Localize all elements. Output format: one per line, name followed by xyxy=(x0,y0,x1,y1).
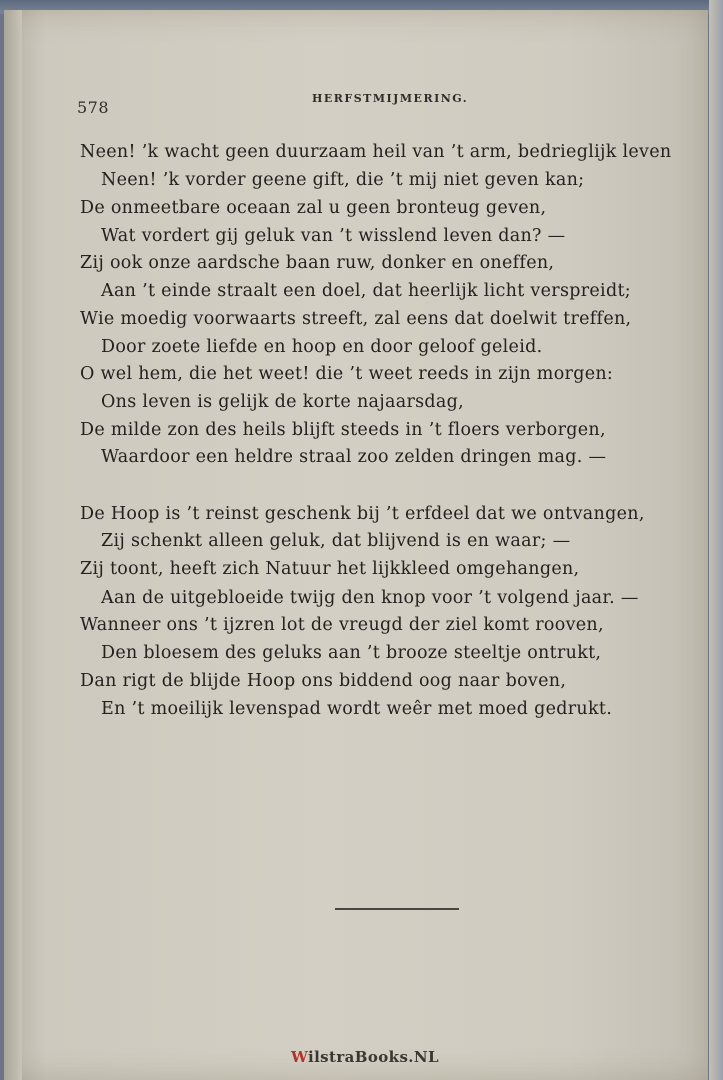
poem-line: Wie moedig voorwaarts streeft, zal eens dat doelwit treffen, xyxy=(80,309,632,329)
poem-line: De Hoop is ’t reinst geschenk bij ’t erfdeel dat we ontvangen, xyxy=(80,504,645,524)
end-rule xyxy=(335,908,459,910)
watermark-text: ilstraBooks.NL xyxy=(307,1048,439,1066)
poem-line: Den bloesem des geluks aan ’t brooze steeltje ontrukt, xyxy=(101,643,602,663)
poem-line: Neen! ’k vorder geene gift, die ’t mij niet geven kan; xyxy=(101,170,585,190)
watermark xyxy=(291,1048,439,1066)
poem-line: Wat vordert gij geluk van ’t wisslend leven dan? — xyxy=(101,226,566,246)
poem-line: Neen! ’k wacht geen duurzaam heil van ’t arm, bedrieglijk leven xyxy=(80,142,672,162)
poem-line: Zij schenkt alleen geluk, dat blijvend is en waar; — xyxy=(101,531,571,551)
page-gutter xyxy=(4,10,22,1080)
running-head: HERFSTMIJMERING. xyxy=(312,92,469,105)
page-number: 578 xyxy=(77,98,110,117)
poem-line: Zij ook onze aardsche baan ruw, donker en oneffen, xyxy=(80,253,555,273)
poem-line: Aan de uitgebloeide twijg den knop voor ’t volgend jaar. — xyxy=(101,588,639,608)
poem-line: En ’t moeilijk levenspad wordt weêr met moed gedrukt. xyxy=(101,699,613,719)
poem-line: Aan ’t einde straalt een doel, dat heerlijk licht verspreidt; xyxy=(101,281,631,301)
next-page-edge xyxy=(709,0,723,1080)
poem-line: Door zoete liefde en hoop en door geloof geleid. xyxy=(101,337,543,357)
poem-line: O wel hem, die het weet! die ’t weet reeds in zijn morgen: xyxy=(80,364,614,384)
poem-line: De milde zon des heils blijft steeds in ’t floers verborgen, xyxy=(80,420,606,440)
poem-line: Dan rigt de blijde Hoop ons biddend oog naar boven, xyxy=(80,671,567,691)
poem-line: Zij toont, heeft zich Natuur het lijkkleed omgehangen, xyxy=(80,559,580,579)
poem-line: Waardoor een heldre straal zoo zelden dringen mag. — xyxy=(101,447,607,467)
poem-line: Ons leven is gelijk de korte najaarsdag, xyxy=(101,392,464,412)
poem-line: Wanneer ons ’t ijzren lot de vreugd der ziel komt rooven, xyxy=(80,615,604,635)
poem-line: De onmeetbare oceaan zal u geen bronteug geven, xyxy=(80,198,547,218)
watermark-initial: W xyxy=(291,1048,308,1066)
